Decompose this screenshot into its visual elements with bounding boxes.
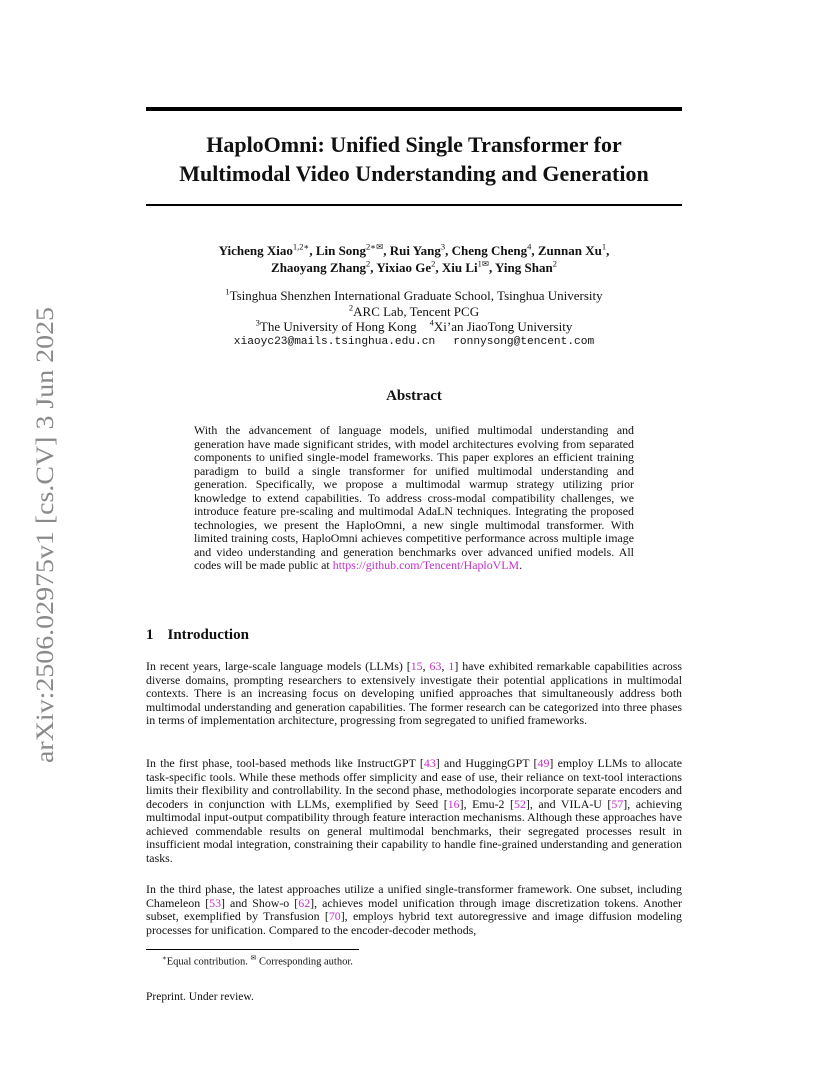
author-affil-sup: 2: [431, 258, 436, 269]
arxiv-stamp-text: arXiv:2506.02975v1 [cs.CV] 3 Jun 2025: [32, 354, 59, 763]
author-sep: ,: [383, 243, 390, 258]
para-text: ] and HuggingGPT [: [435, 756, 538, 770]
section-heading-introduction: [146, 627, 249, 644]
para-text: ], achieves model unification through image discretization tokens. Another subset, exemplified by Transfusion [: [146, 895, 682, 923]
author-affil-sup: 2: [366, 258, 371, 269]
email-link[interactable]: ronnysong@tencent.com: [453, 336, 595, 348]
footnote: [162, 952, 353, 969]
abstract-heading: Abstract: [386, 388, 442, 404]
intro-paragraph-1: In recent years, large-scale language models (LLMs) [15, 63, 1] have exhibited remarkable capabilities across diverse domains, prompting researchers to extensively investigate their potential applications in multimodal contexts. There is an increasing focus on developing unified approaches that simultaneously address both multimodal understanding and generation capabilities. The former research can be categorized into three phases in terms of implementation architecture, progressing from segregated to unified frameworks.: [146, 659, 682, 727]
email-link[interactable]: xiaoyc23@mails.tsinghua.edu.cn: [233, 336, 436, 348]
footnote-rule: [146, 949, 359, 950]
author-affil-sup: 1,2∗: [292, 241, 310, 252]
para-text: ], employs hybrid text autoregressive and image diffusion modeling processes for unification. Compared to the encoder-decoder methods,: [146, 909, 682, 937]
author-name: Cheng Cheng: [451, 243, 528, 258]
para-text: ] and Show-o [: [221, 895, 299, 910]
para-text: ], Emu-2 [: [459, 796, 515, 811]
abstract-text: With the advancement of language models, unified multimodal understanding and generation have made significant strides, with model architectures evolving from separated components to unified single-model frameworks. This paper explores an efficient training paradigm to build a single transformer for unified multimodal understanding and generation. Specifically, we propose a multimodal warmup strategy utilizing prior knowledge to extend capabilities. To address cross-modal compatibility challenges, we introduce feature pre-scaling and multimodal AdaLN techniques. Integrating the proposed technologies, we present the HaploOmni, a new single multimodal transformer. With limited training costs, HaploOmni achieves competitive performance across multiple image and video understanding and generation benchmarks over advanced unified models. All codes will be made public at: [194, 423, 634, 572]
author-sep: ,: [445, 243, 452, 258]
github-link[interactable]: https://github.com/Tencent/HaploVLM: [332, 558, 520, 572]
author-sep: ,: [435, 260, 442, 275]
author-list: [146, 242, 682, 276]
author-name: Zunnan Xu: [537, 243, 602, 258]
footnote-text: Corresponding author.: [256, 956, 353, 968]
section-number: 1: [146, 627, 154, 643]
paper-title: [146, 130, 682, 188]
title-rule-top: [146, 107, 682, 111]
affil-text: Xi’an JiaoTong University: [433, 319, 573, 334]
author-affil-sup: 4: [527, 241, 532, 252]
para-text: ], and VILA-U [: [525, 796, 612, 811]
para-text: ], achieving multimodal input-output compatibility through feature interaction mechanisms. Although these approaches have achieved commendable results on general multimodal benchmarks, their segregated processes result in insufficient modal integration, constraining their capability to handle fine-grained understanding and generation tasks.: [146, 796, 682, 865]
author-sep: ,: [531, 243, 538, 258]
citation-link[interactable]: 63: [429, 659, 442, 673]
citation-link[interactable]: 1: [448, 659, 455, 673]
author-name: Zhaoyang Zhang: [271, 260, 367, 275]
author-affil-sup: 1✉: [477, 258, 489, 269]
title-line-2: Multimodal Video Understanding and Generation: [179, 161, 649, 186]
abstract-body: [194, 424, 634, 573]
author-sep: ,: [606, 243, 610, 258]
affil-text: The University of Hong Kong: [259, 319, 417, 334]
title-line-1: HaploOmni: Unified Single Transformer for: [206, 132, 622, 157]
citation-link[interactable]: 53: [209, 895, 222, 910]
para-text: ] have exhibited remarkable capabilities across diverse domains, prompting researchers to extensively investigate their potential applications in multimodal contexts. There is an increasing focus on developing unified approaches that simultaneously address both multimodal understanding and generation capabilities. The former research can be categorized into three phases in terms of implementation architecture, progressing from segregated to unified frameworks.: [146, 659, 682, 727]
preprint-notice: Preprint. Under review.: [146, 991, 254, 1003]
affil-text: Tsinghua Shenzhen International Graduate School, Tsinghua University: [229, 288, 603, 303]
affiliation-3-4: [146, 319, 682, 335]
intro-paragraph-2: [146, 757, 682, 865]
footnote-text: Equal contribution.: [166, 956, 251, 968]
author-sep: ,: [309, 243, 316, 258]
affil-sup: 3: [255, 317, 260, 328]
citation-link[interactable]: 52: [514, 796, 526, 811]
author-affil-sup: 2∗✉: [366, 241, 384, 252]
citation-link[interactable]: 62: [298, 895, 311, 910]
affiliation-1: [146, 288, 682, 304]
author-name: Yixiao Ge: [376, 260, 432, 275]
author-affil-sup: 3: [440, 241, 446, 252]
footnote-mark: ✉: [250, 954, 257, 962]
citation-link[interactable]: 49: [537, 756, 550, 770]
affil-sup: 1: [225, 286, 230, 297]
author-line-2: [146, 259, 682, 276]
author-name: Rui Yang: [389, 243, 441, 258]
affiliation-2: [146, 304, 682, 320]
citation-link[interactable]: 16: [447, 796, 460, 811]
citation-link[interactable]: 57: [611, 796, 624, 811]
title-rule-bottom: [146, 204, 682, 206]
para-text: In the first phase, tool-based methods like InstructGPT [: [146, 756, 424, 770]
citation-link[interactable]: 43: [423, 756, 436, 770]
section-title: Introduction: [167, 627, 249, 643]
para-text: ] employ LLMs to allocate task-specific tools. While these methods offer simplicity and ease of use, their reliance on text-tool interactions limits their flexibility and controllability. In the second phase, methodologies incorporate separate encoders and decoders in conjunction with LLMs, exemplified by Seed [: [146, 756, 682, 811]
author-name: Yicheng Xiao: [218, 243, 293, 258]
affil-sup: 2: [348, 302, 354, 313]
abstract-end: .: [519, 558, 523, 572]
affil-text: ARC Lab, Tencent PCG: [353, 303, 480, 319]
intro-paragraph-3: [146, 883, 682, 937]
citation-link[interactable]: 15: [410, 659, 423, 673]
citation-link[interactable]: 70: [328, 909, 341, 923]
author-affil-sup: 1: [601, 241, 607, 252]
footnote-mark: ∗: [162, 954, 167, 962]
para-text: In recent years, large-scale language models (LLMs) [: [146, 659, 411, 673]
author-line-1: [146, 242, 682, 259]
author-emails: [146, 336, 682, 348]
author-sep: ,: [488, 260, 496, 275]
author-affil-sup: 2: [552, 258, 557, 269]
author-name: Lin Song: [315, 243, 367, 258]
affil-sup: 4: [429, 317, 434, 328]
author-name: Xiu Li: [441, 260, 478, 275]
author-sep: ,: [370, 260, 377, 275]
para-text: In the third phase, the latest approaches utilize a unified single-transformer framework. One subset, including Chameleon [: [146, 882, 682, 910]
affiliations: [146, 288, 682, 335]
author-name: Ying Shan: [495, 260, 553, 275]
arxiv-sidebar-stamp: [22, 305, 62, 765]
